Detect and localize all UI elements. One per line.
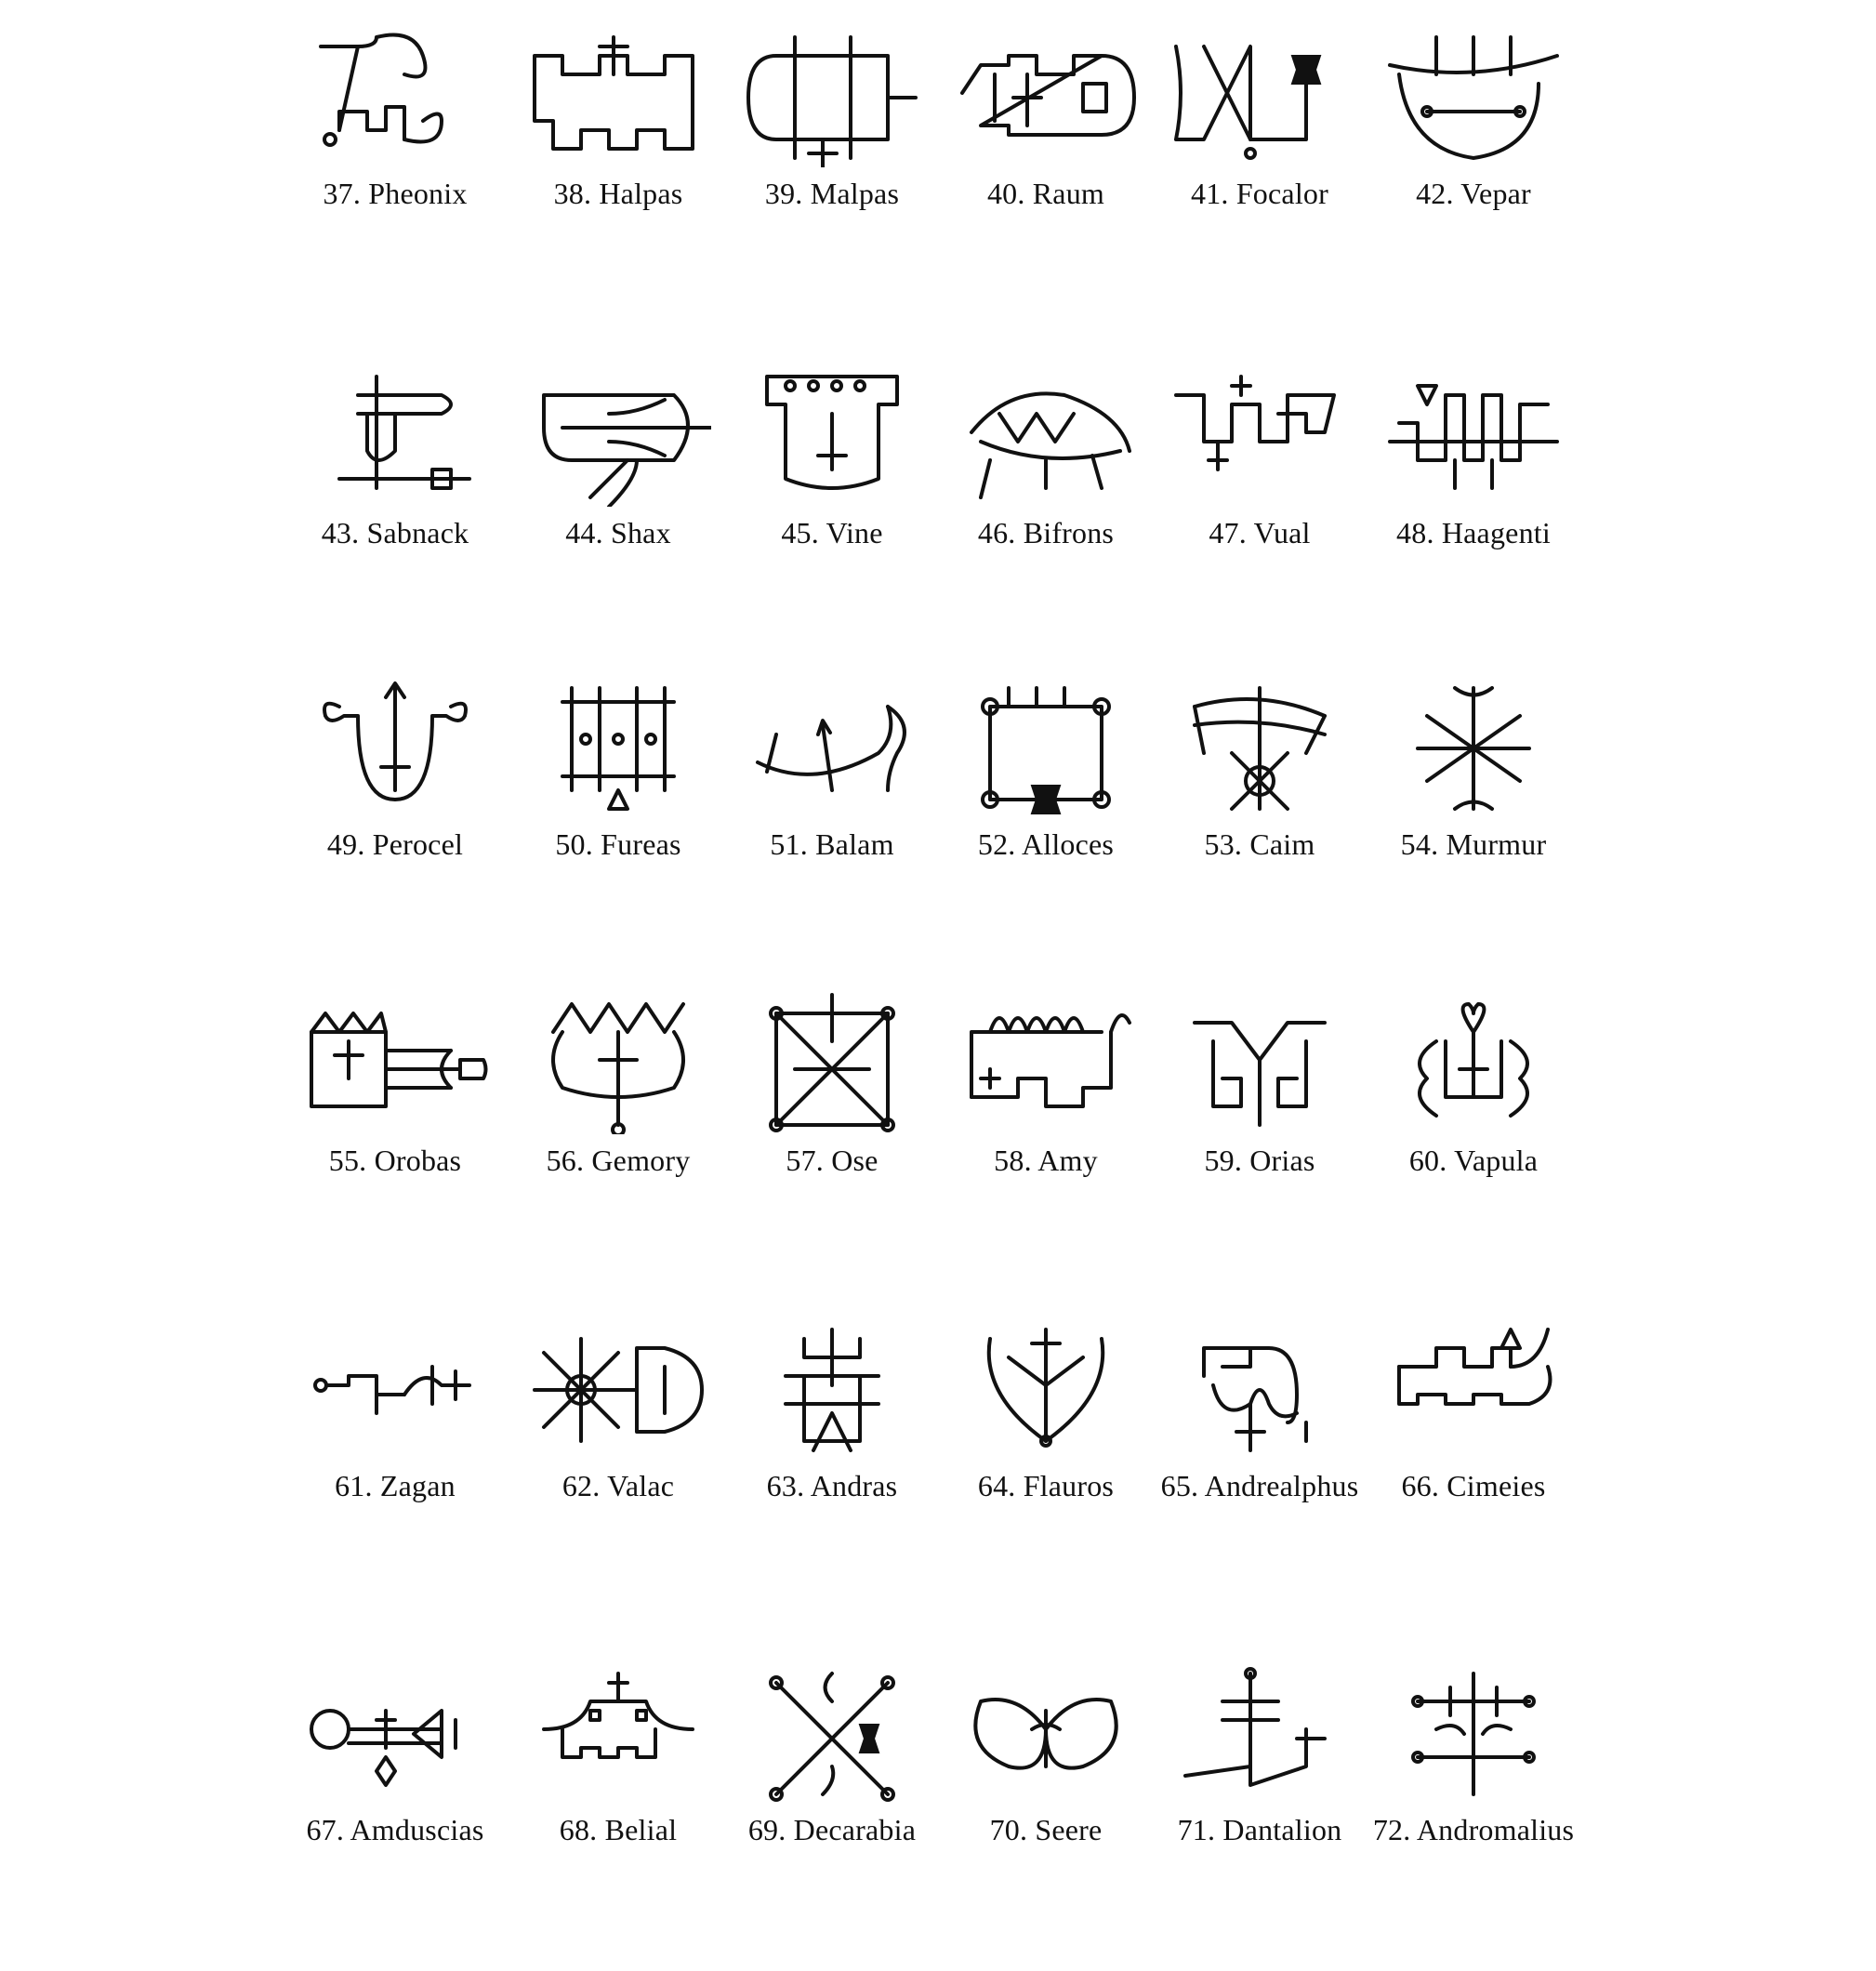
sigil-cell [502,651,734,986]
gemory-sigil-icon [525,986,711,1134]
sigil-cell [1143,1292,1376,1627]
focalor-sigil-icon [1167,19,1353,167]
sigil-cell [716,1292,948,1627]
sigil-caption: 42. Vepar [1416,177,1531,210]
sigil-caption: 64. Flauros [977,1469,1115,1502]
sigil-cell [716,0,948,335]
seere-sigil-icon [953,1655,1139,1804]
sigil-cell [502,1292,734,1627]
perocel-sigil-icon [302,669,488,818]
flauros-sigil-icon [953,1311,1139,1460]
sigil-cell [1143,1636,1376,1971]
sigil-cell [1357,1636,1590,1971]
sigil-cell [930,651,1162,986]
andromalius-sigil-icon [1381,1655,1566,1804]
sigil-caption: 38. Halpas [553,177,683,210]
orobas-sigil-icon [302,986,488,1134]
sigil-caption: 70. Seere [989,1813,1103,1846]
sigil-cell [502,967,734,1302]
amy-sigil-icon [953,986,1139,1134]
sigil-cell [716,651,948,986]
ose-sigil-icon [739,986,925,1134]
cimeies-sigil-icon [1381,1311,1566,1460]
vine-sigil-icon [739,358,925,507]
sigil-cell [1357,0,1590,335]
alloces-sigil-icon [953,669,1139,818]
sigil-caption: 72. Andromalius [1372,1813,1575,1846]
sigil-caption: 52. Alloces [977,827,1115,861]
sigil-caption: 53. Caim [1204,827,1315,861]
sigil-caption: 41. Focalor [1191,177,1328,210]
sigil-cell [279,1636,511,1971]
sigil-cell [279,651,511,986]
decarabia-sigil-icon [739,1655,925,1804]
sigil-cell [279,967,511,1302]
sigil-cell [716,339,948,674]
sigil-caption: 59. Orias [1204,1144,1315,1177]
sigil-caption: 61. Zagan [335,1469,456,1502]
vepar-sigil-icon [1381,19,1566,167]
dantalion-sigil-icon [1167,1655,1353,1804]
andrealphus-sigil-icon [1167,1311,1353,1460]
bifrons-sigil-icon [953,358,1139,507]
sigil-caption: 54. Murmur [1400,827,1547,861]
sigil-caption: 47. Vual [1209,516,1311,549]
sigil-cell [1357,339,1590,674]
sigil-caption: 58. Amy [994,1144,1098,1177]
sigil-caption: 65. Andrealphus [1160,1469,1359,1502]
fureas-sigil-icon [525,669,711,818]
balam-sigil-icon [739,669,925,818]
sigil-caption: 46. Bifrons [977,516,1115,549]
caim-sigil-icon [1167,669,1353,818]
sigil-cell [279,1292,511,1627]
sigil-cell [1357,1292,1590,1627]
pheonix-sigil-icon [302,19,488,167]
sigil-cell [716,1636,948,1971]
sigil-caption: 45. Vine [781,516,883,549]
vual-sigil-icon [1167,358,1353,507]
sigil-cell [930,0,1162,335]
belial-sigil-icon [525,1655,711,1804]
sigil-cell [1143,339,1376,674]
sigil-cell [930,1636,1162,1971]
sigil-caption: 56. Gemory [546,1144,691,1177]
sigil-cell [279,339,511,674]
sigil-caption: 37. Pheonix [323,177,468,210]
sigil-cell [502,1636,734,1971]
sabnack-sigil-icon [302,358,488,507]
halpas-sigil-icon [525,19,711,167]
sigil-caption: 51. Balam [770,827,894,861]
malpas-sigil-icon [739,19,925,167]
sigil-caption: 60. Vapula [1408,1144,1539,1177]
shax-sigil-icon [525,358,711,507]
sigil-cell [502,339,734,674]
sigil-caption: 63. Andras [766,1469,898,1502]
sigil-caption: 68. Belial [559,1813,678,1846]
zagan-sigil-icon [302,1311,488,1460]
sigil-cell [1357,967,1590,1302]
sigil-cell [279,0,511,335]
andras-sigil-icon [739,1311,925,1460]
sigil-caption: 40. Raum [986,177,1105,210]
orias-sigil-icon [1167,986,1353,1134]
sigil-cell [716,967,948,1302]
sigil-caption: 62. Valac [561,1469,675,1502]
sigil-caption: 44. Shax [565,516,671,549]
sigil-caption: 49. Perocel [326,827,464,861]
sigil-caption: 43. Sabnack [321,516,469,549]
sigil-caption: 66. Cimeies [1401,1469,1546,1502]
sigil-caption: 57. Ose [786,1144,879,1177]
amduscias-sigil-icon [302,1655,488,1804]
sigil-cell [930,1292,1162,1627]
sigil-cell [1143,967,1376,1302]
sigil-caption: 67. Amduscias [306,1813,484,1846]
valac-sigil-icon [525,1311,711,1460]
sigil-caption: 69. Decarabia [747,1813,917,1846]
murmur-sigil-icon [1381,669,1566,818]
sigil-caption: 55. Orobas [328,1144,462,1177]
sigil-cell [502,0,734,335]
sigil-cell [930,967,1162,1302]
sigil-sheet [279,0,1673,1876]
sigil-caption: 48. Haagenti [1396,516,1551,549]
vapula-sigil-icon [1381,986,1566,1134]
sigil-cell [1143,0,1376,335]
raum-sigil-icon [953,19,1139,167]
sigil-cell [1357,651,1590,986]
sigil-cell [930,339,1162,674]
sigil-caption: 39. Malpas [764,177,900,210]
haagenti-sigil-icon [1381,358,1566,507]
sigil-cell [1143,651,1376,986]
sigil-caption: 71. Dantalion [1177,1813,1342,1846]
sigil-caption: 50. Fureas [555,827,681,861]
